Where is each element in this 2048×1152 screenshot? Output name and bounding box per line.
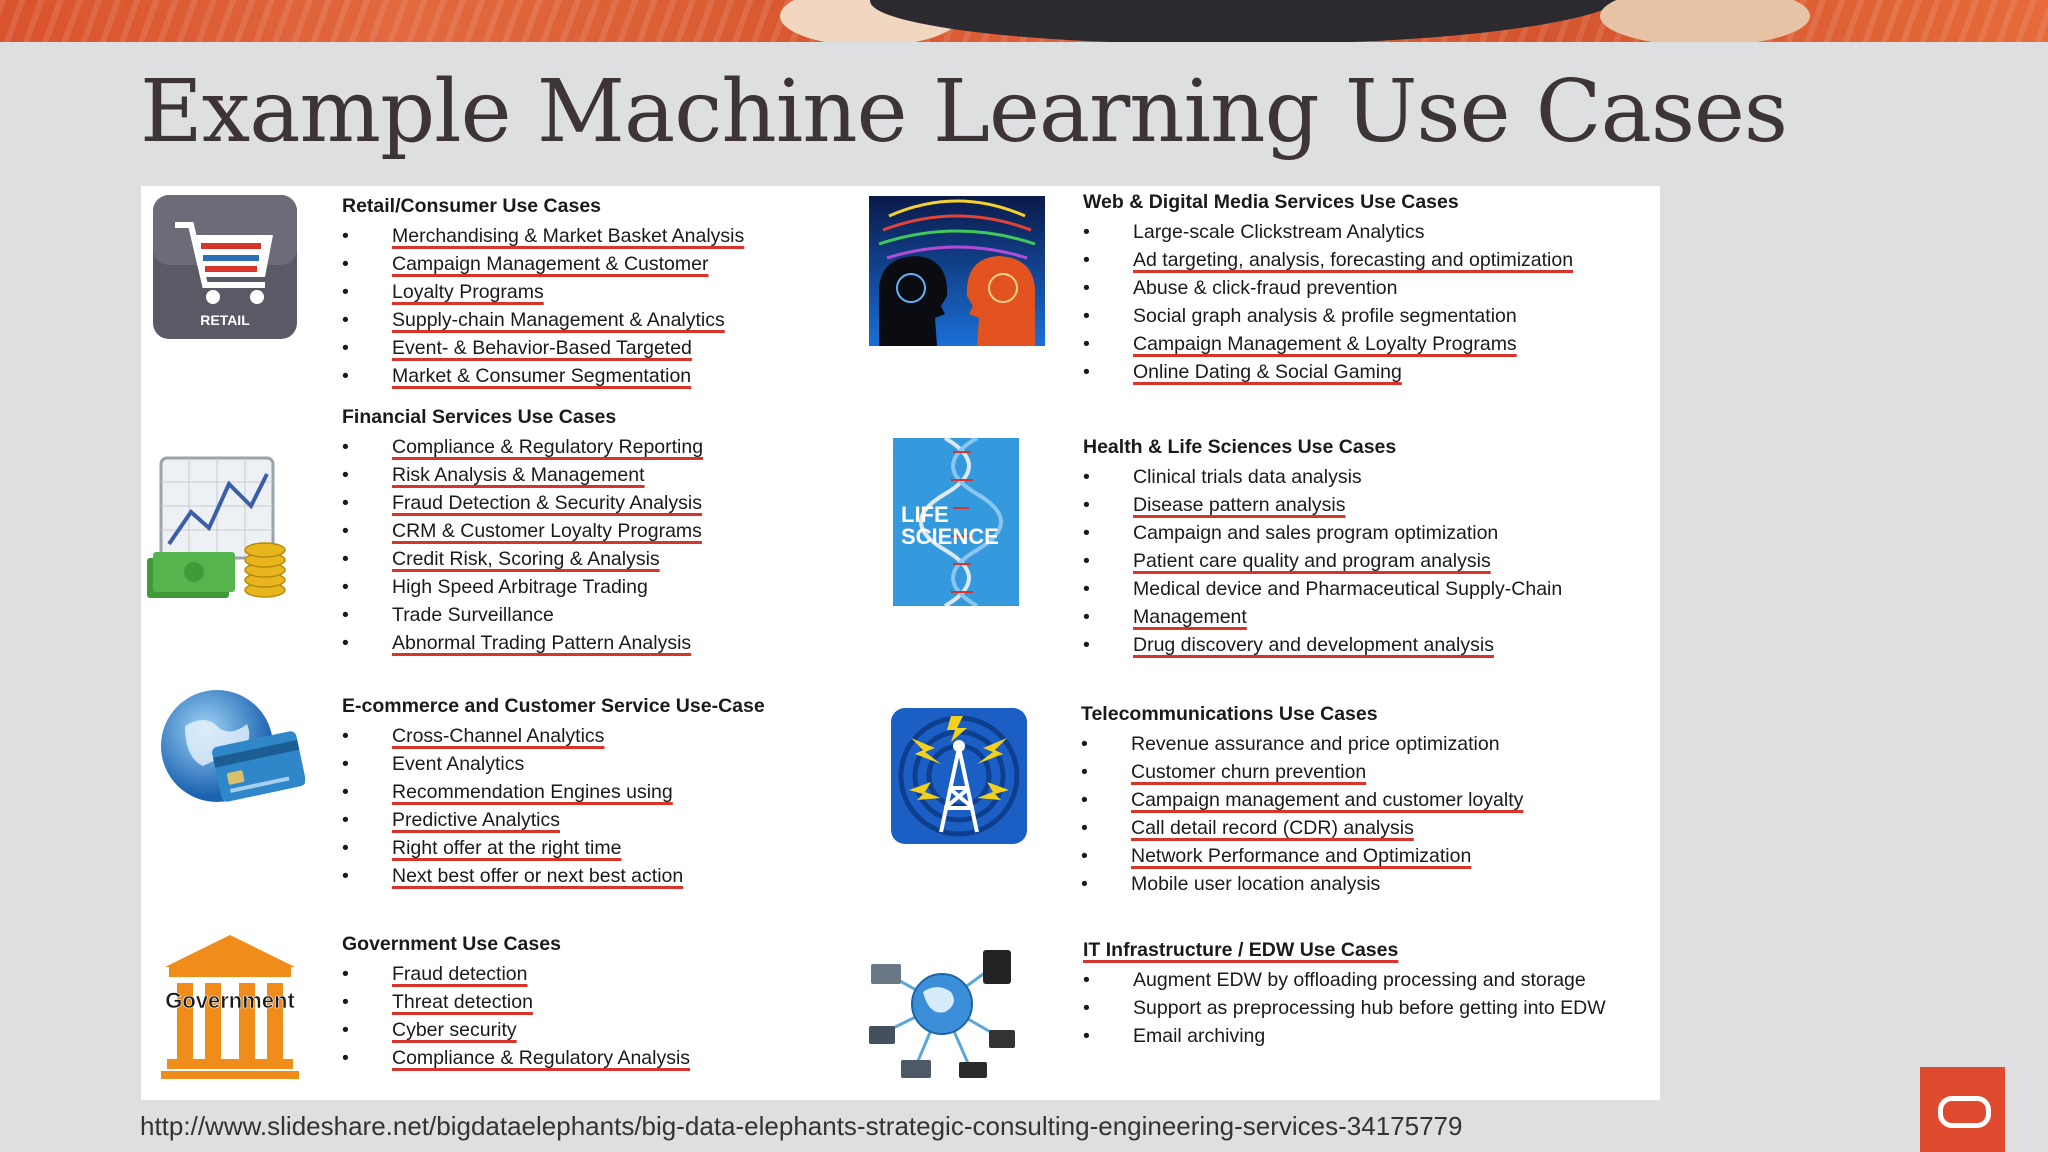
list-item: • Campaign and sales program optimization xyxy=(1083,519,1562,547)
list-item: • Fraud Detection & Security Analysis xyxy=(342,489,703,517)
section-title: Retail/Consumer Use Cases xyxy=(342,195,602,217)
svg-text:Government: Government xyxy=(165,988,295,1013)
list-item: • Campaign management and customer loyalty xyxy=(1081,786,1523,814)
list-item: • Campaign Management & Customer xyxy=(342,250,744,278)
list-item: • Patient care quality and program analysis xyxy=(1083,547,1562,575)
list-item: • Abuse & click-fraud prevention xyxy=(1083,274,1573,302)
list-item: • Management xyxy=(1083,603,1562,631)
list-item: • Augment EDW by offloading processing and storage xyxy=(1083,966,1606,994)
list-item: • Clinical trials data analysis xyxy=(1083,463,1562,491)
life-science-dna-icon xyxy=(893,438,1019,606)
list-item: • Recommendation Engines using xyxy=(342,778,765,806)
list-item: • High Speed Arbitrage Trading xyxy=(342,573,703,601)
list-item: • Market & Consumer Segmentation xyxy=(342,362,744,390)
svg-text:SCIENCE: SCIENCE xyxy=(901,524,999,549)
finance-chart-money-icon xyxy=(143,454,293,604)
list-item: • Trade Surveillance xyxy=(342,601,703,629)
it-section xyxy=(1083,936,1606,1050)
slide-title: Example Machine Learning Use Cases xyxy=(140,62,1788,162)
list-item: • Event- & Behavior-Based Targeted xyxy=(342,334,744,362)
list-item: • Compliance & Regulatory Reporting xyxy=(342,433,703,461)
oracle-logo-icon xyxy=(1920,1067,2005,1152)
list-item: • Fraud detection xyxy=(342,960,690,988)
government-building-icon xyxy=(161,931,299,1081)
list-item: • Abnormal Trading Pattern Analysis xyxy=(342,629,703,657)
section-title: Government Use Cases xyxy=(342,933,561,955)
telecom-section xyxy=(1081,700,1523,898)
health-section xyxy=(1083,433,1562,659)
list-item: • Supply-chain Management & Analytics xyxy=(342,306,744,334)
list-item: • Merchandising & Market Basket Analysis xyxy=(342,222,744,250)
section-title: E-commerce and Customer Service Use-Case xyxy=(342,695,765,717)
list-item: • Email archiving xyxy=(1083,1022,1606,1050)
section-title: Health & Life Sciences Use Cases xyxy=(1083,436,1397,458)
list-item: • Cyber security xyxy=(342,1016,690,1044)
use-cases-panel xyxy=(141,186,1660,1100)
list-item: • Call detail record (CDR) analysis xyxy=(1081,814,1523,842)
list-item: • Compliance & Regulatory Analysis xyxy=(342,1044,690,1072)
list-item: • Loyalty Programs xyxy=(342,278,744,306)
list-item: • Medical device and Pharmaceutical Supply-Chain xyxy=(1083,575,1562,603)
list-item: • Campaign Management & Loyalty Programs xyxy=(1083,330,1573,358)
list-item: • Next best offer or next best action xyxy=(342,862,765,890)
list-item: • CRM & Customer Loyalty Programs xyxy=(342,517,703,545)
finance-section xyxy=(342,403,703,657)
retail-section xyxy=(342,192,744,390)
list-item: • Risk Analysis & Management xyxy=(342,461,703,489)
list-item: • Drug discovery and development analysis xyxy=(1083,631,1562,659)
section-title: Web & Digital Media Services Use Cases xyxy=(1083,191,1459,213)
list-item: • Right offer at the right time xyxy=(342,834,765,862)
list-item: • Network Performance and Optimization xyxy=(1081,842,1523,870)
list-item: • Large-scale Clickstream Analytics xyxy=(1083,218,1573,246)
globe-credit-card-icon xyxy=(155,686,305,836)
section-title: IT Infrastructure / EDW Use Cases xyxy=(1083,939,1399,961)
ecommerce-section xyxy=(342,692,765,890)
list-item: • Threat detection xyxy=(342,988,690,1016)
decorative-banner xyxy=(0,0,2048,42)
telecom-tower-icon xyxy=(891,708,1027,844)
list-item: • Event Analytics xyxy=(342,750,765,778)
list-item: • Cross-Channel Analytics xyxy=(342,722,765,750)
list-item: • Customer churn prevention xyxy=(1081,758,1523,786)
list-item: • Disease pattern analysis xyxy=(1083,491,1562,519)
digital-heads-icon xyxy=(869,196,1045,346)
source-url: http://www.slideshare.net/bigdataelephants/big-data-elephants-strategic-consulting-engineering-services-34175779 xyxy=(140,1111,1463,1141)
section-title: Telecommunications Use Cases xyxy=(1081,703,1378,725)
government-section xyxy=(342,930,690,1072)
list-item: • Online Dating & Social Gaming xyxy=(1083,358,1573,386)
section-title: Financial Services Use Cases xyxy=(342,406,617,428)
list-item: • Predictive Analytics xyxy=(342,806,765,834)
svg-text:LIFE: LIFE xyxy=(901,502,949,527)
web-section xyxy=(1083,188,1573,386)
list-item: • Support as preprocessing hub before getting into EDW xyxy=(1083,994,1606,1022)
list-item: • Credit Risk, Scoring & Analysis xyxy=(342,545,703,573)
svg-text:RETAIL: RETAIL xyxy=(200,312,250,328)
list-item: • Revenue assurance and price optimization xyxy=(1081,730,1523,758)
network-globe-devices-icon xyxy=(867,934,1017,1084)
list-item: • Social graph analysis & profile segmentation xyxy=(1083,302,1573,330)
retail-cart-icon xyxy=(153,195,297,339)
list-item: • Mobile user location analysis xyxy=(1081,870,1523,898)
list-item: • Ad targeting, analysis, forecasting and optimization xyxy=(1083,246,1573,274)
